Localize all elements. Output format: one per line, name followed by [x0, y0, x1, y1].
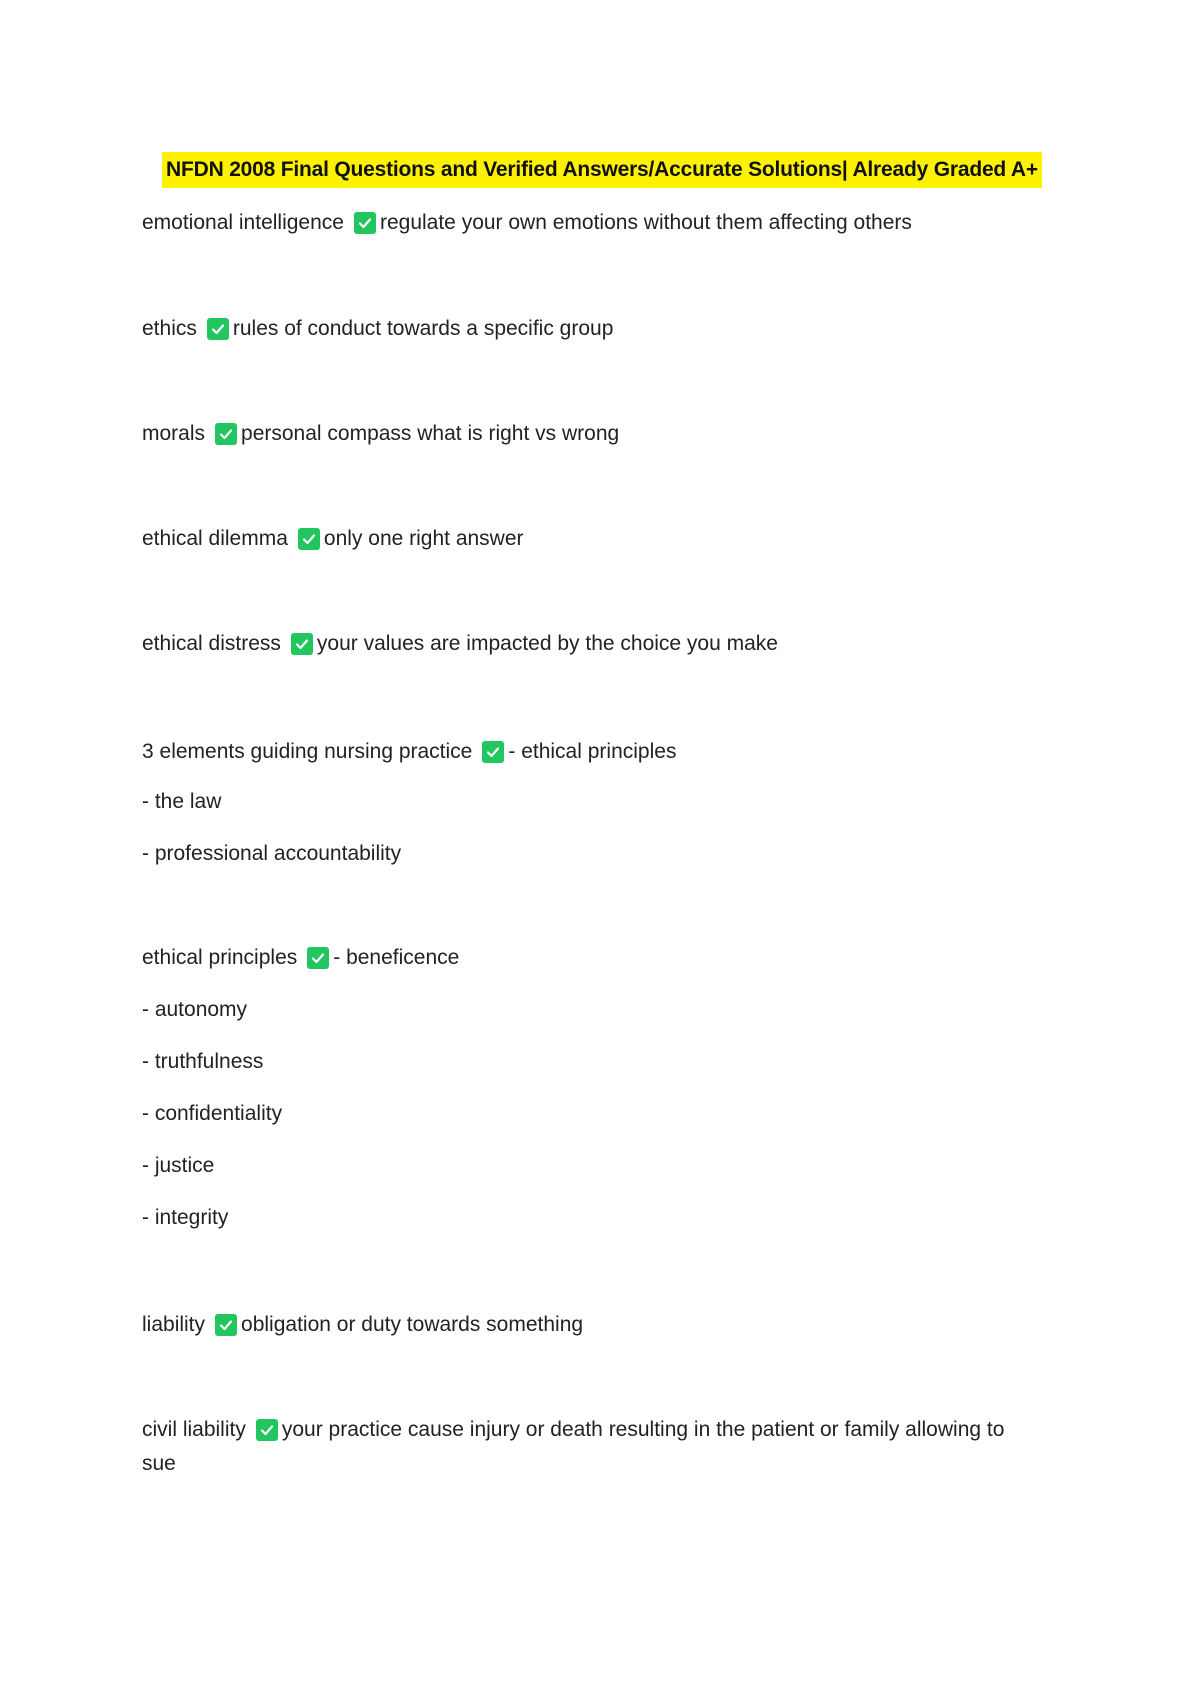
document-title: NFDN 2008 Final Questions and Verified Answers/Accurate Solutions| Already Graded A+ — [166, 158, 1038, 181]
checkmark-icon — [207, 318, 229, 340]
entry-definition: obligation or duty towards something — [241, 1313, 584, 1336]
checkmark-icon — [256, 1419, 278, 1441]
flashcard-entry — [142, 735, 1072, 871]
sub-item: - professional accountability — [142, 842, 402, 865]
entry-definition: only one right answer — [323, 527, 524, 550]
entry-term: ethical dilemma — [142, 527, 288, 550]
entry-term: 3 elements guiding nursing practice — [142, 740, 473, 763]
entry-term: liability — [142, 1313, 206, 1336]
entry-definition: your practice cause injury or death resulting in the patient or family allowing to — [281, 1418, 1005, 1441]
title-highlight — [162, 152, 1042, 188]
entry-term: ethics — [142, 317, 197, 340]
entry-definition: - beneficence — [333, 946, 460, 969]
sub-item: - justice — [142, 1154, 215, 1177]
checkmark-icon — [215, 1314, 237, 1336]
sub-item: - the law — [142, 790, 222, 813]
entry-term: ethical principles — [142, 946, 298, 969]
entry-term: morals — [142, 422, 206, 445]
sub-item: - autonomy — [142, 998, 248, 1021]
sub-item: - confidentiality — [142, 1102, 283, 1125]
flashcard-entry — [142, 522, 1072, 556]
checkmark-icon — [354, 212, 376, 234]
entry-term: civil liability — [142, 1418, 246, 1441]
entry-definition: personal compass what is right vs wrong — [241, 422, 620, 445]
entry-definition: regulate your own emotions without them affecting others — [379, 211, 912, 234]
checkmark-icon — [298, 528, 320, 550]
entry-definition: rules of conduct towards a specific group — [232, 317, 614, 340]
flashcard-entry — [142, 627, 1072, 661]
entry-term: emotional intelligence — [142, 211, 344, 234]
definition-continuation: sue — [142, 1452, 176, 1475]
flashcard-entry — [142, 312, 1072, 346]
flashcard-entry — [142, 417, 1072, 451]
flashcard-entry — [142, 1413, 1072, 1481]
flashcard-entry — [142, 206, 1072, 240]
entry-term: ethical distress — [142, 632, 281, 655]
sub-item: - integrity — [142, 1206, 229, 1229]
flashcard-entry — [142, 941, 1072, 1235]
entry-definition: your values are impacted by the choice you make — [316, 632, 778, 655]
flashcard-entry — [142, 1308, 1072, 1342]
checkmark-icon — [215, 423, 237, 445]
sub-item: - truthfulness — [142, 1050, 264, 1073]
checkmark-icon — [482, 741, 504, 763]
checkmark-icon — [291, 633, 313, 655]
entry-definition: - ethical principles — [508, 740, 677, 763]
checkmark-icon — [307, 947, 329, 969]
